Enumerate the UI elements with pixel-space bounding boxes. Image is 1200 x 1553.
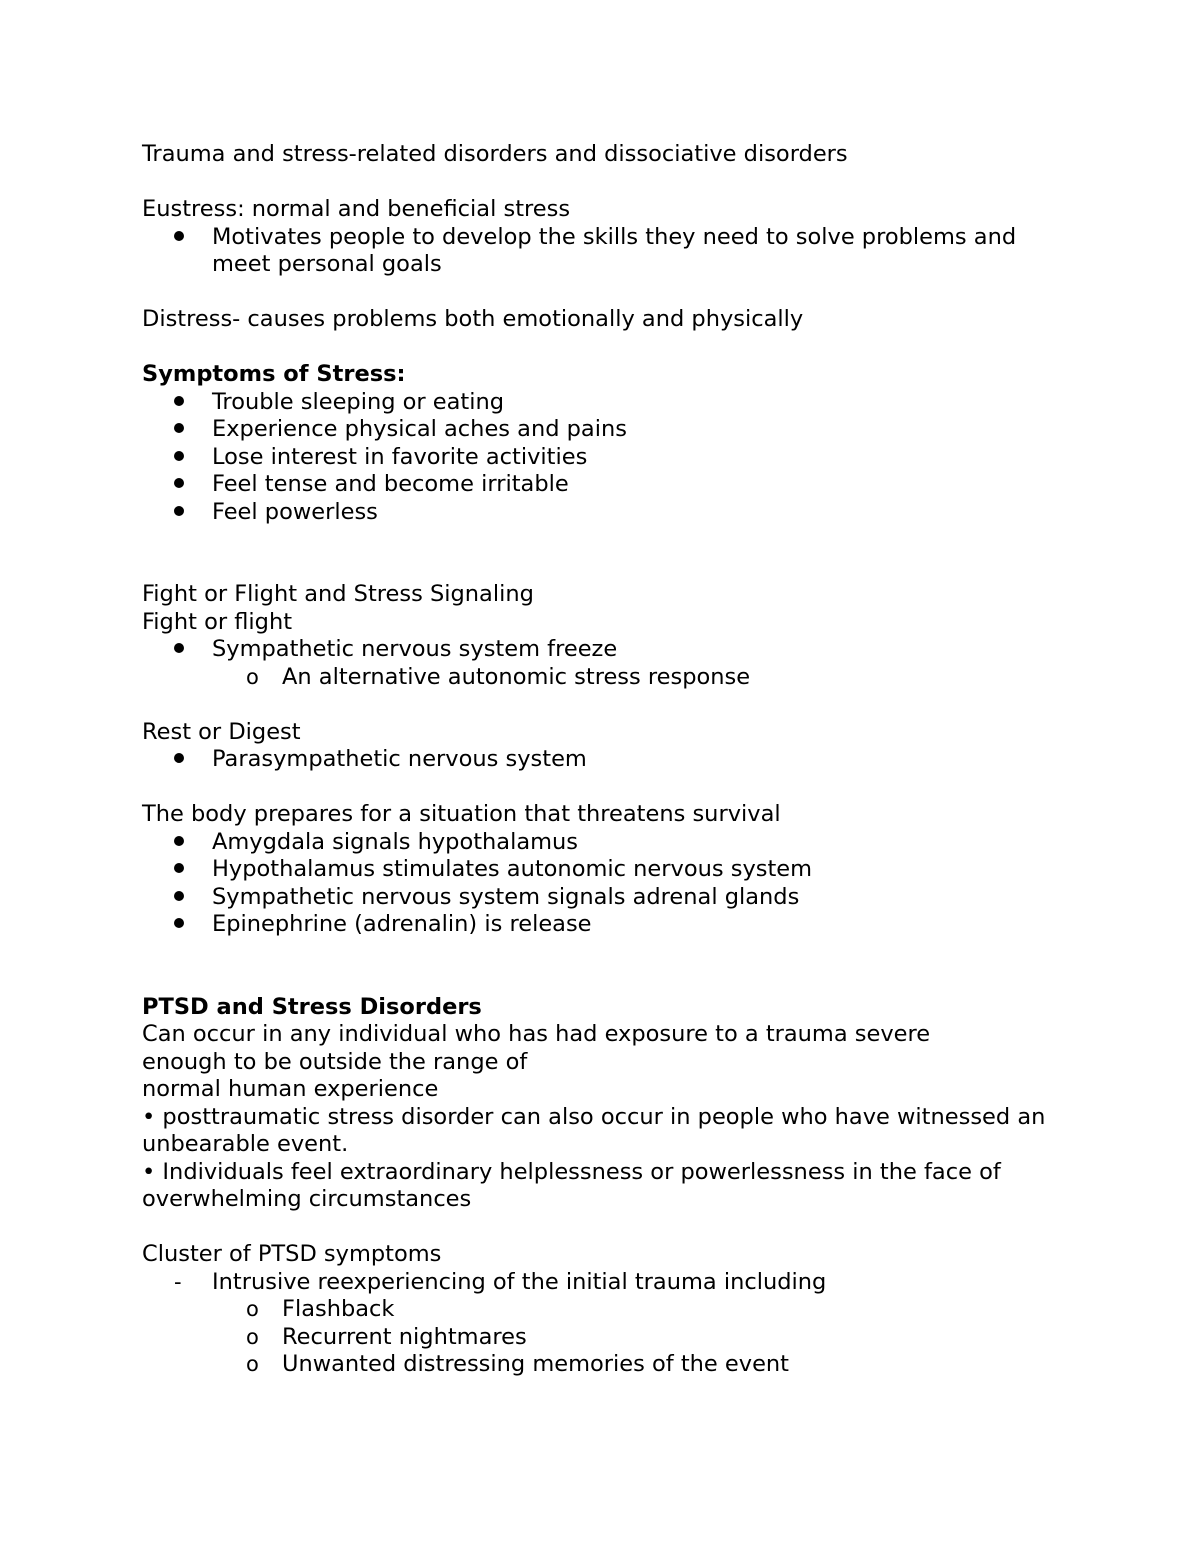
ptsd-bullet: • Individuals feel extraordinary helplessness or powerlessness in the face of overwhelming circumstances <box>142 1158 1008 1212</box>
circle-bullet-icon: o <box>246 1297 259 1321</box>
list-item: Feel powerless <box>142 499 1062 527</box>
sub-list-item: o Unwanted distressing memories of the event <box>246 1351 790 1377</box>
bullet-icon <box>174 444 184 472</box>
list-item: Sympathetic nervous system freeze <box>142 636 1062 664</box>
distress-line: Distress- causes problems both emotionally and physically <box>142 306 804 332</box>
document-title: Trauma and stress-related disorders and dissociative disorders <box>142 141 848 167</box>
eustress-heading: Eustress: normal and beneficial stress <box>142 196 571 222</box>
cluster-heading: Cluster of PTSD symptoms <box>142 1241 442 1267</box>
bullet-icon <box>174 746 184 774</box>
list-item: Lose interest in favorite activities <box>142 444 1062 472</box>
sub-list-item: o An alternative autonomic stress response <box>246 663 751 690</box>
ptsd-bullet: • posttraumatic stress disorder can also occur in people who have witnessed an unbearable event. <box>142 1103 1053 1157</box>
bullet-icon <box>174 911 184 939</box>
bullet-icon <box>174 856 184 884</box>
list-item: Amygdala signals hypothalamus <box>142 829 1062 857</box>
circle-bullet-icon: o <box>246 664 259 689</box>
bullet-icon <box>174 884 184 912</box>
bullet-icon <box>174 416 184 444</box>
sub-list-item: o Recurrent nightmares <box>246 1323 527 1350</box>
ptsd-line: enough to be outside the range of <box>142 1048 528 1075</box>
ptsd-line: normal human experience <box>142 1076 439 1102</box>
circle-bullet-icon: o <box>246 1324 259 1349</box>
bullet-icon <box>174 471 184 499</box>
document-page <box>142 141 1062 1379</box>
circle-bullet-icon: o <box>246 1352 259 1376</box>
fight-flight-heading: Fight or Flight and Stress Signaling <box>142 581 534 607</box>
fight-flight-subheading: Fight or flight <box>142 608 293 635</box>
list-item: Feel tense and become irritable <box>142 471 1062 499</box>
list-item: Experience physical aches and pains <box>142 416 1062 444</box>
bullet-icon <box>174 636 184 664</box>
ptsd-line: Can occur in any individual who has had exposure to a trauma severe <box>142 1021 931 1047</box>
list-item: Hypothalamus stimulates autonomic nervous system <box>142 856 1062 884</box>
rest-digest-heading: Rest or Digest <box>142 718 301 745</box>
dash-bullet-icon: - <box>174 1269 182 1294</box>
ptsd-heading: PTSD and Stress Disorders <box>142 993 482 1020</box>
list-item: Motivates people to develop the skills they need to solve problems and meet personal goals <box>142 224 1062 279</box>
bullet-icon <box>174 829 184 857</box>
list-item: Sympathetic nervous system signals adrenal glands <box>142 884 1062 912</box>
bullet-icon <box>174 389 184 417</box>
list-item: Epinephrine (adrenalin) is release <box>142 911 1062 939</box>
list-item: Trouble sleeping or eating <box>142 389 1062 417</box>
body-prepares-heading: The body prepares for a situation that threatens survival <box>142 801 781 827</box>
list-item: - Intrusive reexperiencing of the initial trauma including <box>174 1268 827 1295</box>
bullet-icon <box>174 499 184 527</box>
sub-list-item: o Flashback <box>246 1296 395 1322</box>
bullet-icon <box>174 224 184 252</box>
symptoms-heading: Symptoms of Stress: <box>142 361 406 387</box>
list-item: Parasympathetic nervous system <box>142 746 1062 774</box>
